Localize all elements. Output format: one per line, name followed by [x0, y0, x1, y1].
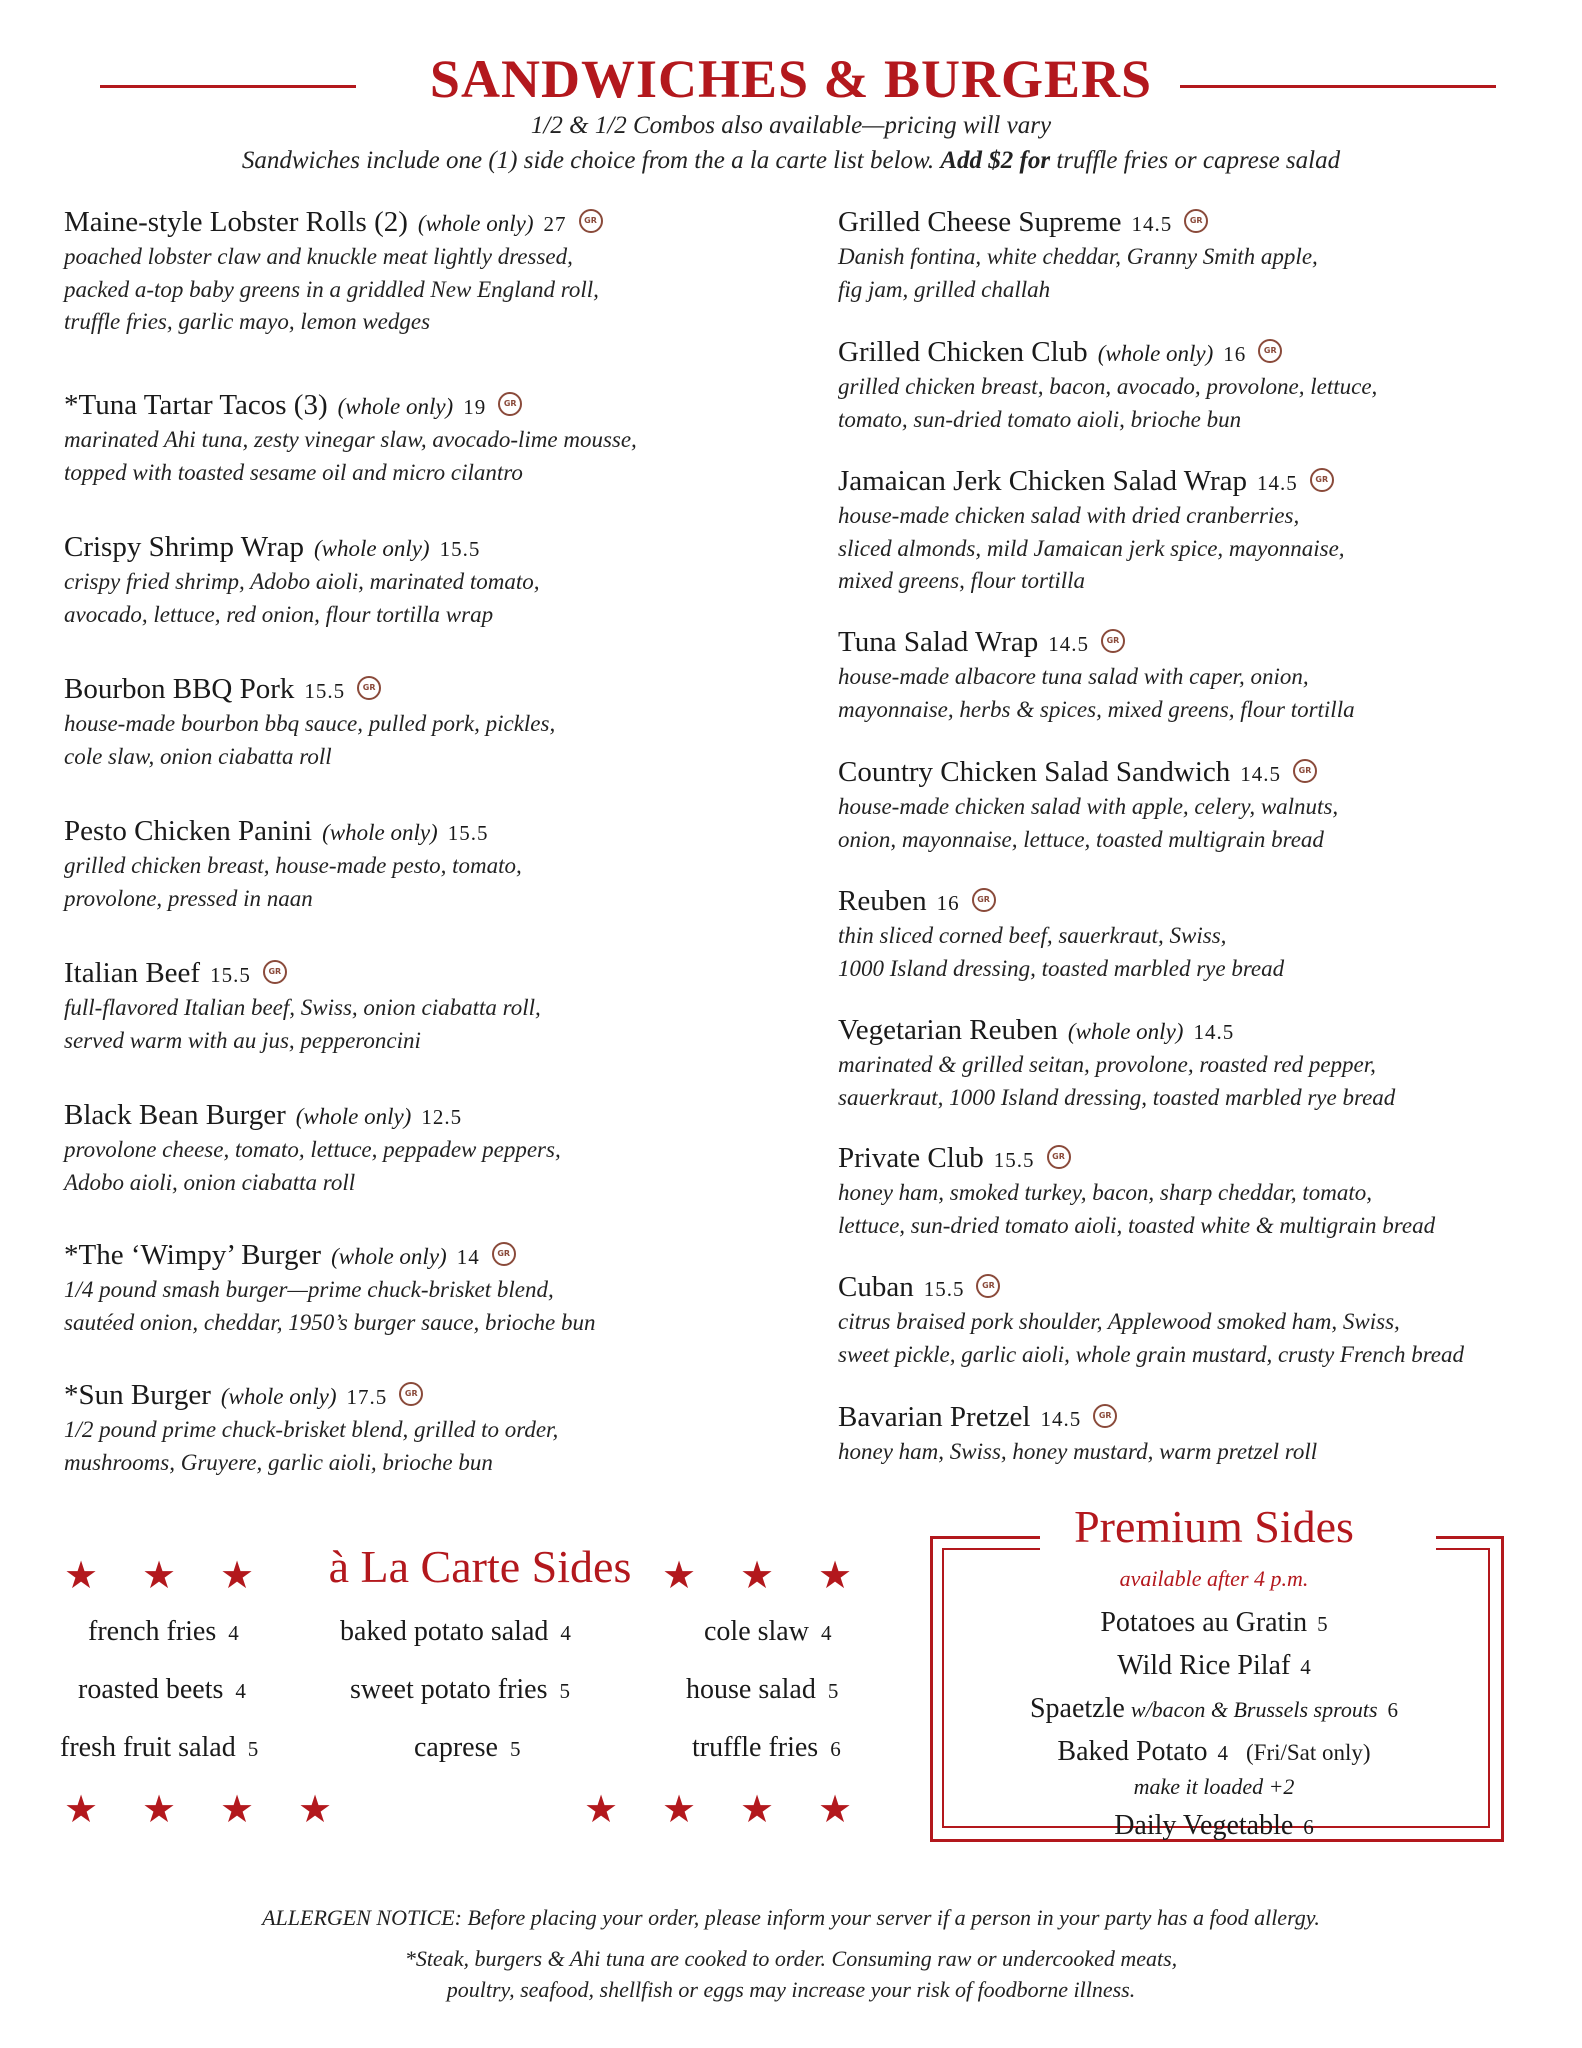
star-icon: ★ [818, 1553, 853, 1597]
menu-item-header [64, 205, 804, 241]
star-icon: ★ [142, 1553, 177, 1597]
menu-item-name: Private Club [838, 1142, 984, 1174]
sides-stars-bottom [60, 1789, 880, 1829]
menu-item-description: tomato, sun-dried tomato aioli, brioche bun [838, 406, 1242, 432]
menu-item-description: grilled chicken breast, bacon, avocado, provolone, lettuce, [838, 374, 1378, 399]
star-icon: ★ [220, 1787, 255, 1831]
menu-item-name: Maine-style Lobster Rolls (2) [64, 206, 408, 238]
menu-item-description: sautéed onion, cheddar, 1950’s burger sauce, brioche bun [64, 1309, 596, 1335]
menu-item-header [64, 1378, 804, 1414]
title-rule-right [1180, 85, 1496, 88]
menu-item-description: mixed greens, flour tortilla [838, 568, 1086, 593]
premium-item: Wild Rice Pilaf 4 [1117, 1650, 1311, 1681]
menu-item-price: 15.5 [447, 821, 489, 845]
menu-item [838, 884, 1558, 985]
raw-food-warning-line-2: poultry, seafood, shellfish or eggs may increase your risk of foodborne illness. [446, 1977, 1136, 2002]
menu-item-description: sweet pickle, garlic aioli, whole grain mustard, crusty French bread [838, 1341, 1465, 1367]
menu-item-price: 12.5 [421, 1105, 463, 1129]
menu-item [838, 1141, 1558, 1242]
menu-item-header [64, 530, 804, 566]
menu-item-note: (whole only) [1067, 1019, 1184, 1044]
menu-item-header [838, 625, 1558, 661]
raw-food-warning-line-1: *Steak, burgers & Ahi tuna are cooked to order. Consuming raw or undercooked meats, [404, 1946, 1178, 1971]
menu-item-note: (whole only) [331, 1244, 447, 1269]
side-item: fresh fruit salad 5 [60, 1732, 259, 1763]
menu-item-note: (whole only) [1097, 341, 1214, 366]
menu-item [838, 1013, 1558, 1114]
menu-item-header [64, 672, 804, 708]
menu-item-price: 15.5 [993, 1148, 1035, 1172]
menu-item-header [838, 884, 1558, 920]
menu-item-price: 17.5 [346, 1385, 388, 1409]
menu-item-description: fig jam, grilled challah [838, 276, 1051, 302]
menu-item-note: (whole only) [220, 1384, 337, 1409]
menu-item-name: Black Bean Burger [64, 1099, 286, 1131]
combo-note: 1/2 & 1/2 Combos also available—pricing will vary [530, 112, 1052, 139]
menu-item [838, 755, 1558, 856]
menu-item-name: Italian Beef [64, 957, 201, 989]
menu-item-description: honey ham, Swiss, honey mustard, warm pretzel roll [838, 1439, 1318, 1464]
menu-item-price: 19 [463, 395, 487, 419]
menu-item-price: 15.5 [439, 537, 481, 561]
menu-item-price: 14.5 [1131, 212, 1173, 236]
menu-item-description: truffle fries, garlic mayo, lemon wedges [64, 309, 431, 334]
side-note [0, 147, 1582, 175]
menu-item-header [838, 205, 1558, 241]
menu-item-price: 14.5 [1257, 471, 1298, 495]
premium-title: Premium Sides [1074, 1501, 1354, 1552]
star-icon: ★ [662, 1553, 697, 1597]
star-icon: ★ [142, 1787, 177, 1831]
premium-item: Spaetzle w/bacon & Brussels sprouts 6 [1029, 1693, 1399, 1724]
menu-item-price: 14.5 [1040, 1407, 1082, 1431]
menu-item [64, 956, 804, 1057]
menu-item-description: 1/2 pound prime chuck-brisket blend, grilled to order, [64, 1417, 559, 1442]
page-title: SANDWICHES & BURGERS [429, 49, 1153, 109]
menu-item-price: 14.5 [1193, 1020, 1235, 1044]
menu-item-description: packed a-top baby greens in a griddled New England roll, [64, 276, 599, 302]
premium-subtitle: available after 4 p.m. [1119, 1566, 1309, 1591]
menu-item-header [838, 464, 1558, 500]
side-item: cole slaw 4 [704, 1616, 832, 1647]
premium-item: Potatoes au Gratin 5 [1100, 1607, 1328, 1638]
star-icon: ★ [64, 1787, 99, 1831]
premium-loaded-note: make it loaded +2 [1133, 1774, 1295, 1799]
menu-item-description: house-made chicken salad with apple, celery, walnuts, [838, 794, 1339, 819]
menu-item-name: Bourbon BBQ Pork [64, 673, 295, 705]
menu-item-price: 16 [936, 891, 960, 915]
menu-item-header [838, 1400, 1558, 1436]
side-item: house salad 5 [686, 1674, 839, 1705]
premium-item: Baked Potato 4 (Fri/Sat only) [1057, 1736, 1371, 1767]
gr-badge-icon: GR [976, 1274, 1000, 1298]
menu-item-price: 15.5 [304, 679, 346, 703]
menu-item-description: avocado, lettuce, red onion, flour tortilla wrap [64, 601, 494, 627]
menu-item-price: 16 [1223, 342, 1247, 366]
menu-item-description: honey ham, smoked turkey, bacon, sharp cheddar, tomato, [838, 1180, 1373, 1205]
star-icon: ★ [584, 1787, 619, 1831]
menu-item-note: (whole only) [295, 1104, 412, 1129]
menu-item-name: Cuban [838, 1271, 914, 1303]
menu-item-header [64, 956, 804, 992]
menu-item [838, 205, 1558, 306]
menu-item-name: Pesto Chicken Panini [64, 815, 313, 847]
menu-item-description: cole slaw, onion ciabatta roll [64, 743, 332, 769]
star-icon: ★ [64, 1553, 99, 1597]
menu-item-description: grilled chicken breast, house-made pesto, tomato, [64, 853, 522, 878]
menu-item-price: 27 [543, 212, 567, 236]
gr-badge-icon: GR [1310, 468, 1334, 492]
menu-item-name: Country Chicken Salad Sandwich [838, 756, 1231, 788]
menu-item-description: citrus braised pork shoulder, Applewood smoked ham, Swiss, [838, 1309, 1400, 1334]
menu-item-description: poached lobster claw and knuckle meat lightly dressed, [64, 244, 573, 269]
menu-item [64, 205, 804, 339]
menu-item-header [64, 388, 804, 424]
menu-item-price: 14.5 [1048, 632, 1089, 656]
menu-item-description: house-made albacore tuna salad with caper, onion, [838, 664, 1309, 689]
star-icon: ★ [662, 1787, 697, 1831]
side-note-suffix: truffle fries or caprese salad [1056, 147, 1341, 174]
menu-item-description: sliced almonds, mild Jamaican jerk spice, mayonnaise, [838, 535, 1345, 561]
menu-item-price: 14 [456, 1245, 480, 1269]
menu-item-name: *Tuna Tartar Tacos (3) [64, 389, 328, 421]
menu-item-name: Bavarian Pretzel [838, 1401, 1031, 1433]
menu-item-description: full-flavored Italian beef, Swiss, onion ciabatta roll, [64, 995, 541, 1020]
menu-item-description: topped with toasted sesame oil and micro cilantro [64, 459, 523, 485]
menu-item-price: 15.5 [923, 1277, 965, 1301]
star-icon: ★ [740, 1553, 775, 1597]
menu-item [838, 335, 1558, 436]
menu-item [64, 814, 804, 915]
menu-item-description: 1000 Island dressing, toasted marbled rye bread [838, 955, 1285, 981]
menu-item-note: (whole only) [313, 536, 430, 561]
menu-item-description: mushrooms, Gruyere, garlic aioli, brioche bun [64, 1449, 493, 1475]
menu-item-description: house-made bourbon bbq sauce, pulled pork, pickles, [64, 711, 556, 736]
menu-item-description: lettuce, sun-dried tomato aioli, toasted white & multigrain bread [838, 1212, 1436, 1238]
menu-item [64, 388, 804, 489]
menu-item [64, 1098, 804, 1199]
menu-item-description: crispy fried shrimp, Adobo aioli, marinated tomato, [64, 569, 540, 594]
menu-item-name: Crispy Shrimp Wrap [64, 531, 304, 563]
gr-badge-icon: GR [579, 209, 603, 233]
menu-item-description: Danish fontina, white cheddar, Granny Smith apple, [838, 244, 1318, 269]
menu-item-description: provolone cheese, tomato, lettuce, peppadew peppers, [64, 1137, 561, 1162]
gr-badge-icon: GR [1093, 1404, 1117, 1428]
allergen-notice: ALLERGEN NOTICE: Before placing your order, please inform your server if a person in your party has a food allergy. [262, 1905, 1320, 1930]
menu-item-header [838, 335, 1558, 371]
side-item: french fries 4 [88, 1616, 239, 1647]
menu-item [64, 1378, 804, 1479]
gr-badge-icon: GR [263, 960, 287, 984]
menu-item-description: provolone, pressed in naan [64, 885, 313, 911]
menu-item-description: thin sliced corned beef, sauerkraut, Swiss, [838, 923, 1227, 948]
side-note-prefix: Sandwiches include one (1) side choice from the a la carte list below. [241, 147, 935, 174]
menu-item-description: Adobo aioli, onion ciabatta roll [64, 1169, 356, 1195]
gr-badge-icon: GR [972, 888, 996, 912]
side-item: truffle fries 6 [692, 1732, 841, 1763]
menu-item-header [838, 1141, 1558, 1177]
side-note-bold: Add $2 for [940, 147, 1051, 174]
menu-item-price: 14.5 [1240, 762, 1282, 786]
menu-item-note: (whole only) [322, 820, 438, 845]
menu-item-description: mayonnaise, herbs & spices, mixed greens, flour tortilla [838, 696, 1355, 722]
menu-item-header [64, 1098, 804, 1134]
menu-item-name: *Sun Burger [64, 1379, 211, 1411]
menu-item [838, 1400, 1558, 1469]
menu-item-header [838, 1270, 1558, 1306]
menu-item-description: sauerkraut, 1000 Island dressing, toasted marbled rye bread [838, 1084, 1396, 1110]
sides-title: à La Carte Sides [328, 1541, 632, 1592]
menu-item-name: *The ‘Wimpy’ Burger [64, 1239, 322, 1271]
menu-item [838, 464, 1558, 598]
menu-item-note: (whole only) [337, 394, 454, 419]
menu-item-header [838, 755, 1558, 791]
menu-item-description: onion, mayonnaise, lettuce, toasted multigrain bread [838, 826, 1324, 852]
star-icon: ★ [220, 1553, 255, 1597]
menu-item [64, 530, 804, 631]
menu-item-header [64, 814, 804, 850]
menu-item-description: served warm with au jus, pepperoncini [64, 1027, 421, 1053]
menu-item-header [838, 1013, 1558, 1049]
gr-badge-icon: GR [1101, 629, 1125, 653]
star-icon: ★ [818, 1787, 853, 1831]
star-icon: ★ [740, 1787, 775, 1831]
side-item: baked potato salad 4 [340, 1616, 571, 1647]
menu-item-name: Reuben [838, 885, 927, 917]
side-item: sweet potato fries 5 [350, 1674, 570, 1705]
menu-item-name: Vegetarian Reuben [838, 1014, 1058, 1046]
menu-item [838, 625, 1558, 726]
menu-item [64, 672, 804, 773]
menu-item [64, 1238, 804, 1339]
menu-item [838, 1270, 1558, 1371]
menu-item-note: (whole only) [417, 211, 534, 236]
premium-item: Daily Vegetable 6 [1114, 1810, 1314, 1841]
side-item: caprese 5 [414, 1732, 521, 1763]
gr-badge-icon: GR [357, 676, 381, 700]
menu-item-header [64, 1238, 804, 1274]
star-icon: ★ [298, 1787, 333, 1831]
side-item: roasted beets 4 [78, 1674, 246, 1705]
gr-badge-icon: GR [1293, 759, 1317, 783]
menu-item-description: 1/4 pound smash burger—prime chuck-brisket blend, [64, 1277, 554, 1302]
menu-item-name: Tuna Salad Wrap [838, 626, 1039, 658]
menu-item-description: house-made chicken salad with dried cranberries, [838, 503, 1300, 528]
gr-badge-icon: GR [399, 1382, 423, 1406]
menu-item-name: Grilled Chicken Club [838, 336, 1088, 368]
gr-badge-icon: GR [498, 392, 522, 416]
gr-badge-icon: GR [1258, 339, 1282, 363]
menu-item-name: Grilled Cheese Supreme [838, 206, 1122, 238]
menu-item-price: 15.5 [210, 963, 251, 987]
gr-badge-icon: GR [492, 1242, 516, 1266]
menu-item-description: marinated & grilled seitan, provolone, roasted red pepper, [838, 1052, 1376, 1077]
gr-badge-icon: GR [1184, 209, 1208, 233]
menu-item-description: marinated Ahi tuna, zesty vinegar slaw, avocado-lime mousse, [64, 427, 637, 452]
menu-item-name: Jamaican Jerk Chicken Salad Wrap [838, 465, 1247, 497]
gr-badge-icon: GR [1047, 1145, 1071, 1169]
